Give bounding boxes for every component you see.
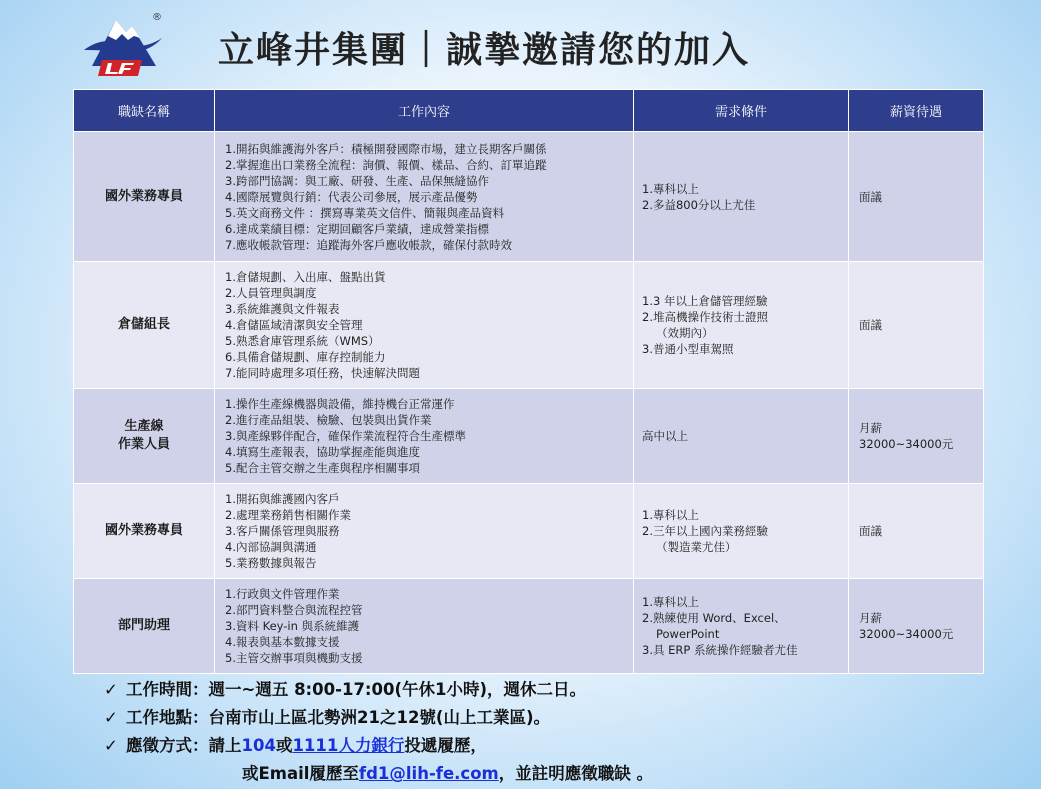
check-icon: ✓ xyxy=(104,708,118,727)
job-duties: 1.倉儲規劃、入出庫、盤點出貨 2.人員管理與調度 3.系統維護與文件報表 4.倉儲區域清潔與安全管理 5.熟悉倉庫管理系統（WMS） 6.具備倉儲規劃、庫存控制能力 7.能同時處理多項任務，快速解決問題 xyxy=(215,262,634,389)
header-position: 職缺名稱 xyxy=(74,90,215,132)
job-title: 國外業務專員 xyxy=(74,132,215,262)
job-duties: 1.操作生產線機器與設備，維持機台正常運作 2.進行產品組裝、檢驗、包裝與出貨作業 3.與產線夥伴配合，確保作業流程符合生產標準 4.填寫生產報表，協助掌握產能與進度 5.配合主管交辦之生產與程序相關事項 xyxy=(215,389,634,484)
job-title: 倉儲組長 xyxy=(74,262,215,389)
job-duties: 1.開拓與維護海外客戶：積極開發國際市場，建立長期客戶關係 2.掌握進出口業務全流程：詢價、報價、樣品、合約、訂單追蹤 3.跨部門協調：與工廠、研發、生產、品保無縫協作 4.國際展覽與行銷：代表公司參展，展示產品優勢 5.英文商務文件 ：撰寫專業英文信件、簡報與產品資料 6.達成業績目標：定期回顧客戶業績，達成營業指標 7.應收帳款管理：追蹤海外客戶應收帳款，確保付款時效 xyxy=(215,132,634,262)
link-1111-job-bank[interactable]: 1111人力銀行 xyxy=(292,736,405,755)
apply-method-line xyxy=(104,732,653,760)
check-icon: ✓ xyxy=(104,680,118,699)
registered-mark: ® xyxy=(152,12,162,23)
footer-info xyxy=(104,676,653,788)
work-location-value: 台南市山上區北勢洲21之12號(山上工業區)。 xyxy=(208,708,551,727)
job-salary: 月薪 32000~34000元 xyxy=(849,579,984,674)
link-104[interactable]: 104 xyxy=(241,736,276,755)
job-requirements: 1.3 年以上倉儲管理經驗 2.堆高機操作技術士證照 （效期內） 3.普通小型車駕照 xyxy=(634,262,849,389)
job-salary: 月薪 32000~34000元 xyxy=(849,389,984,484)
apply-method-label: 應徵方式： xyxy=(126,736,209,755)
email-suffix: ，並註明應徵職缺 。 xyxy=(498,764,653,783)
email-prefix: 或Email履歷至 xyxy=(242,764,359,783)
job-openings-table xyxy=(73,89,984,674)
check-icon: ✓ xyxy=(104,736,118,755)
job-salary: 面議 xyxy=(849,484,984,579)
work-hours-line xyxy=(104,676,653,704)
table-row xyxy=(74,389,984,484)
page-title: 立峰井集團｜誠摯邀請您的加入 xyxy=(218,30,751,71)
apply-or: 或 xyxy=(275,736,293,755)
job-title: 部門助理 xyxy=(74,579,215,674)
job-salary: 面議 xyxy=(849,132,984,262)
job-requirements: 高中以上 xyxy=(634,389,849,484)
work-hours-label: 工作時間： xyxy=(126,680,209,699)
job-requirements: 1.專科以上 2.多益800分以上尤佳 xyxy=(634,132,849,262)
email-apply-line xyxy=(104,760,653,788)
apply-prefix: 請上 xyxy=(208,736,242,755)
job-duties: 1.行政與文件管理作業 2.部門資料整合與流程控管 3.資料 Key-in 與系統維護 4.報表與基本數據支援 5.主管交辦事項與機動支援 xyxy=(215,579,634,674)
apply-suffix: 投遞履歷， xyxy=(404,736,487,755)
job-title: 生產線 作業人員 xyxy=(74,389,215,484)
job-salary: 面議 xyxy=(849,262,984,389)
email-link[interactable]: fd1@lih-fe.com xyxy=(358,764,499,783)
job-requirements: 1.專科以上 2.熟練使用 Word、Excel、 PowerPoint 3.具 ERP 系統操作經驗者尤佳 xyxy=(634,579,849,674)
page-header xyxy=(0,0,1041,88)
work-hours-value: 週一~週五 8:00-17:00(午休1小時)，週休二日。 xyxy=(208,680,587,699)
header-requirements: 需求條件 xyxy=(634,90,849,132)
table-header-row xyxy=(74,90,984,132)
job-duties: 1.開拓與維護國內客戶 2.處理業務銷售相關作業 3.客戶關係管理與服務 4.內部協調與溝通 5.業務數據與報告 xyxy=(215,484,634,579)
table-row xyxy=(74,132,984,262)
header-salary: 薪資待遇 xyxy=(849,90,984,132)
work-location-line xyxy=(104,704,653,732)
job-title: 國外業務專員 xyxy=(74,484,215,579)
table-row xyxy=(74,262,984,389)
header-duties: 工作內容 xyxy=(215,90,634,132)
job-requirements: 1.專科以上 2.三年以上國內業務經驗 （製造業尤佳） xyxy=(634,484,849,579)
table-row xyxy=(74,579,984,674)
work-location-label: 工作地點： xyxy=(126,708,209,727)
table-row xyxy=(74,484,984,579)
